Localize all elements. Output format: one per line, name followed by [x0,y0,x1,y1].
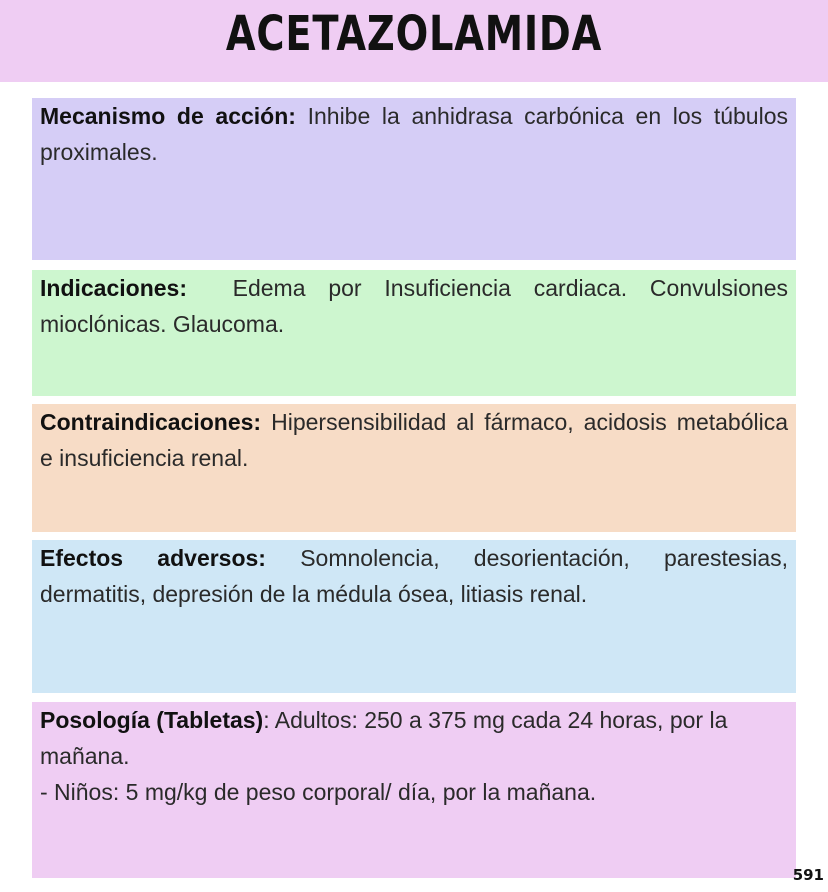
section-contraindicaciones [32,404,796,532]
section-mecanismo [32,98,796,260]
efectos-paragraph [40,540,788,612]
section-efectos-adversos [32,540,796,693]
mecanismo-paragraph [40,98,788,170]
indicaciones-text: Edema por Insuficiencia cardiaca. Convulsiones mioclónicas. Glaucoma. [40,275,788,337]
posologia-label: Posología (Tabletas) [40,707,264,733]
mecanismo-text: Inhibe la anhidrasa carbónica en los túbulos proximales. [40,103,788,165]
section-indicaciones [32,270,796,396]
header-banner [0,0,828,82]
contraindicaciones-label: Contraindicaciones: [40,409,262,435]
posologia-text: : Adultos: 250 a 375 mg cada 24 horas, por la mañana. [40,707,728,769]
mecanismo-label: Mecanismo de acción: [40,103,296,129]
indicaciones-label: Indicaciones: [40,275,187,301]
page-title: ACETAZOLAMIDA [225,6,603,62]
efectos-text: Somnolencia, desorientación, parestesias, dermatitis, depresión de la médula ósea, litiasis renal. [40,545,789,607]
contraindicaciones-text: Hipersensibilidad al fármaco, acidosis metabólica e insuficiencia renal. [40,409,789,471]
efectos-label: Efectos adversos: [40,545,266,571]
page-number: 591 [792,866,824,884]
posologia-ninos: - Niños: 5 mg/kg de peso corporal/ día, por la mañana. [40,779,597,805]
contraindicaciones-paragraph [40,404,788,476]
indicaciones-paragraph [40,270,788,342]
posologia-paragraph [40,702,788,774]
section-posologia [32,702,796,878]
